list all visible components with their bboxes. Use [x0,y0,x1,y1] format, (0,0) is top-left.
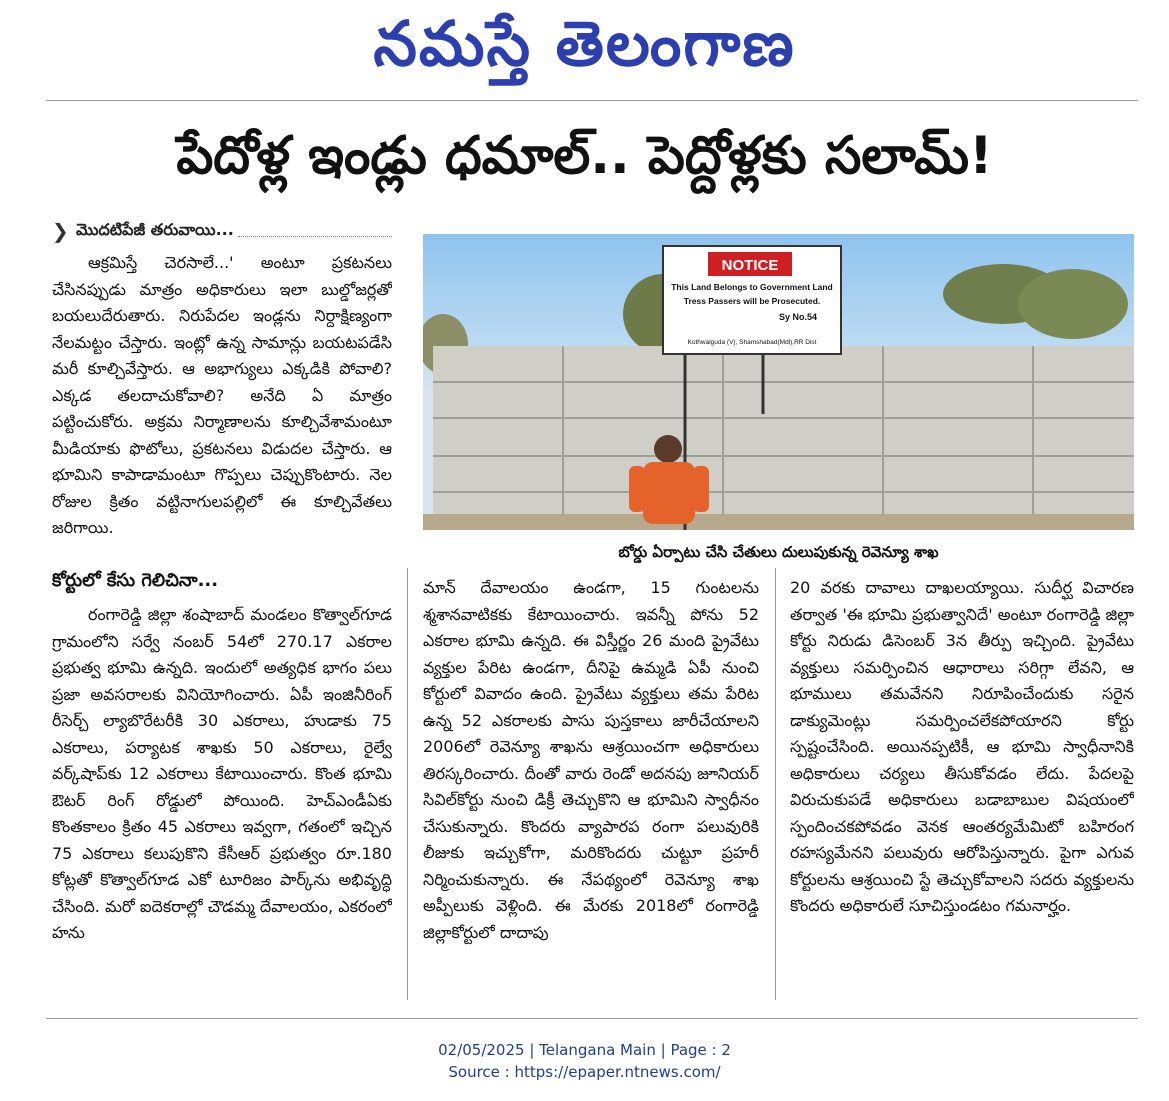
notice-line-4: Kothwalguda (V), Shamshabad(Mdl),RR Dist [687,339,817,346]
column-2 [423,575,759,1000]
chevron-right-icon: ❯ [52,219,69,243]
masthead-logo: నమస్తే తెలంగాణ [373,7,796,80]
ground [423,514,1134,530]
intro-paragraph: ఆక్రమిస్తే చెరసాలే...' అంటూ ప్రకటనలు చేసినప్పుడు మాత్రం అధికారులు ఇలా బుల్డోజర్లతో బయలుదేరుతారు. నిరుపేదల ఇండ్లను నిర్దాక్షిణ్యంగా నేలమట్టం చేస్తారు. ఇంట్లో ఉన్న సామాన్లు బయటపడేసి మరీ కూల్చివేస్తారు. ఆ అభాగ్యులు ఎక్కడికి పోవాలి? ఎక్కడ తలదాచుకోవాలి? అనేది ఏ మాత్రం పట్టించుకోరు. అక్రమ నిర్మాణాలను కూల్చివేశామంటూ మీడియాకు ఫొటోలు, ప్రకటనలు విడుదల చేస్తారు. ఆ భూమిని కాపాడామంటూ గొప్పలు చెప్పుకొంటారు. నెల రోజుల క్రితం వట్టినాగులపల్లిలో ఈ కూల్చివేతలు జరిగాయి. [52,253,392,537]
notice-line-1: This Land Belongs to Government Land [671,282,833,292]
top-divider [46,100,1138,101]
column-3 [790,575,1134,1000]
footer-source-link[interactable]: Source : https://epaper.ntnews.com/ [448,1063,721,1081]
photo-caption: బోర్డు ఏర్పాటు చేసి చేతులు దులుపుకున్న రెవెన్యూ శాఖ [618,543,939,561]
column-divider [407,568,408,1000]
notice-title: NOTICE [721,257,779,274]
column-1 [52,602,392,1000]
bottom-divider [46,1018,1138,1019]
continuation-line [52,218,392,244]
boundary-wall [433,346,1134,530]
column-1-text: రంగారెడ్డి జిల్లా శంషాబాద్ మండలం కొత్వాల్‌గూడ గ్రామంలోని సర్వే నంబర్ 54లో 270.17 ఎకరాల ప్రభుత్వ భూమి ఉన్నది. ఇందులో అత్యధిక భాగం పలు ప్రజా అవసరాలకు వినియోగించారు. ఏపీ ఇంజినీరింగ్ రీసెర్చ్ ల్యాబొరేటరీకి 30 ఎకరాలు, హుడాకు 75 ఎకరాలు, పర్యాటక శాఖకు 50 ఎకరాలు, రైల్వే వర్క్‌షాప్‌కు 12 ఎకరాలు కేటాయించారు. కొంత భూమి ఔటర్ రింగ్ రోడ్డులో పోయింది. హెచ్ఎండీఏకు కొంతకాలం క్రితం 45 ఎకరాలు ఇవ్వగా, గతంలో ఇచ్చిన 75 ఎకరాలు కలుపుకొని కేసీఆర్ ప్రభుత్వం రూ.180 కోట్లతో కొత్వాల్‌గూడ ఎకో టూరిజం పార్క్‌ను అభివృద్ధి చేసింది. మరో ఐదెకరాల్లో చౌడమ్మ దేవాలయం, ఎకరంలో హను [52,605,392,942]
page-headline: పేదోళ్ల ఇండ్లు ధమాల్.. పెద్దోళ్లకు సలామ్! [176,126,993,186]
column-3-text: 20 వరకు దావాలు దాఖలయ్యాయి. సుదీర్ఘ విచారణ తర్వాత 'ఈ భూమి ప్రభుత్వానిదే' అంటూ రంగారెడ్డి జిల్లా కోర్టు నిరుడు డిసెంబర్ 3న తీర్పు ఇచ్చింది. ప్రైవేటు వ్యక్తులు సమర్పించిన ఆధారాలు సరిగ్గా లేవని, ఆ భూములు తమవేనని నిరూపించేందుకు సరైన డాక్యుమెంట్లు సమర్పించలేకపోయారని కోర్టు స్పష్టంచేసింది. అయినప్పటికీ, ఆ భూమి స్వాధీనానికి అధికారులు చర్యలు తీసుకోవడం లేదు. పేదలపై విరుచుకుపడే అధికారులు బడాబాబుల విషయంలో స్పందించకపోవడం వెనక ఆంతర్యమేమిటో బహిరంగ రహస్యమేనని పలువురు ఆరోపిస్తున్నారు. పైగా ఎగువ కోర్టులను ఆశ్రయించి స్టే తెచ్చుకోవాలని సదరు వ్యక్తులను కొందరు అధికారులే సూచిస్తుండటం గమనార్హం. [790,578,1134,915]
intro-column [52,250,392,556]
subheading: కోర్టులో కేసు గెలిచినా... [52,570,219,591]
news-photo [423,234,1134,530]
footer-edition-info: 02/05/2025 | Telangana Main | Page : 2 [438,1041,731,1059]
notice-line-2: Tress Passers will be Prosecuted. [683,296,821,306]
dotted-leader [238,226,392,237]
continuation-label: మొదటిపేజీ తరువాయి... [76,219,234,239]
column-divider [775,568,776,1000]
column-2-text: మాన్ దేవాలయం ఉండగా, 15 గుంటలను శ్మశానవాటికకు కేటాయించారు. ఇవన్నీ పోను 52 ఎకరాల భూమి ఉన్నది. ఈ విస్తీర్ణం 26 మంది ప్రైవేటు వ్యక్తుల పేరిట ఉండగా, దీనిపై ఉమ్మడి ఏపీ నుంచి కోర్టులో వివాదం ఉంది. ప్రైవేటు వ్యక్తులు తమ పేరిట ఉన్న 52 ఎకరాలకు పాసు పుస్తకాలు జారీచేయాలని 2006లో రెవెన్యూ శాఖను ఆశ్రయించగా అధికారులు తిరస్కరించారు. దీంతో వారు రెండో అదనపు జూనియర్ సివిల్‌కోర్టు నుంచి డిక్రీ తెచ్చుకొని ఆ భూమిని స్వాధీనం చేసుకున్నారు. కొందరు వ్యాపారప రంగా పలువురికి లీజుకు ఇచ్చుకోగా, మరికొందరు చుట్టూ ప్రహరీ నిర్మించుకున్నారు. ఈ నేపథ్యంలో రెవెన్యూ శాఖ అప్పీలుకు వెళ్లింది. ఈ మేరకు 2018లో రంగారెడ్డి జిల్లాకోర్టులో దాదాపు [423,578,759,942]
photo-illustration [423,234,1134,530]
tree [1018,269,1128,339]
notice-line-3: Sy No.54 [778,312,818,322]
